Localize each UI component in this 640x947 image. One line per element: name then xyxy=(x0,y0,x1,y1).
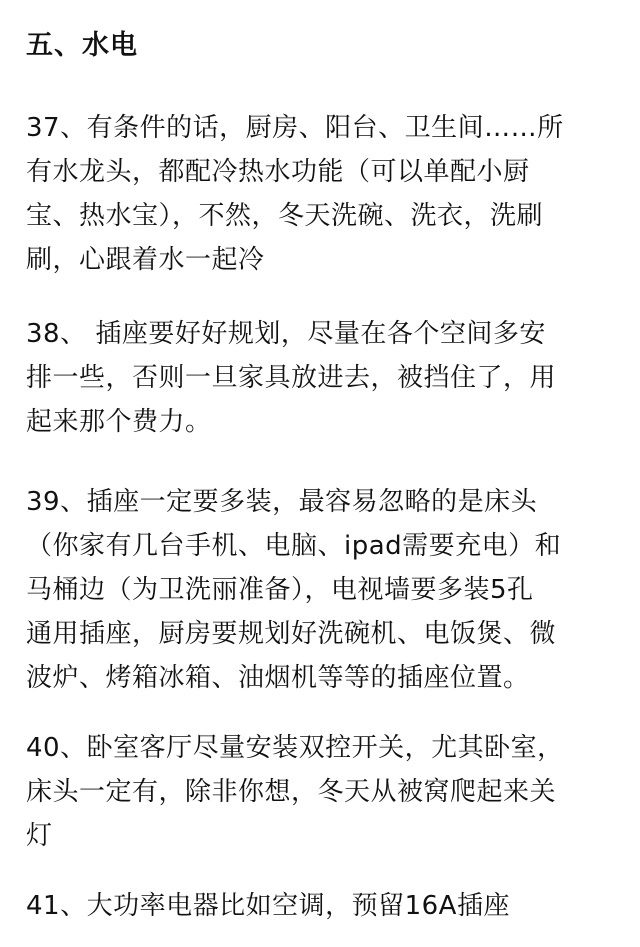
paragraph-line: 37、有条件的话，厨房、阳台、卫生间……所 xyxy=(26,113,564,143)
paragraph-line: 刷，心跟着水一起冷 xyxy=(26,245,265,275)
paragraph-line: 灯 xyxy=(26,821,53,851)
item-37-paragraph xyxy=(26,106,622,282)
section-title: 五、水电 xyxy=(26,30,138,61)
paragraph-line: 有水龙头，都配冷热水功能（可以单配小厨 xyxy=(26,157,530,187)
paragraph-line: 通用插座，厨房要规划好洗碗机、电饭煲、微 xyxy=(26,619,557,649)
paragraph-line: （你家有几台手机、电脑、ipad需要充电）和 xyxy=(26,531,562,561)
paragraph-line: 38、 插座要好好规划，尽量在各个空间多安 xyxy=(26,319,546,349)
paragraph-line: 宝、热水宝），不然，冬天洗碗、洗衣，洗刷 xyxy=(26,201,544,231)
item-38-paragraph xyxy=(26,312,622,444)
paragraph-line: 41、大功率电器比如空调，预留16A插座 xyxy=(26,891,510,921)
paragraph-line: 床头一定有，除非你想，冬天从被窝爬起来关 xyxy=(26,777,557,807)
paragraph-line: 马桶边（为卫洗丽准备），电视墙要多装5孔 xyxy=(26,575,534,605)
paragraph-line: 40、卧室客厅尽量安装双控开关，尤其卧室， xyxy=(26,733,564,763)
paragraph-line: 起来那个费力。 xyxy=(26,407,212,437)
item-39-paragraph xyxy=(26,480,622,700)
paragraph-line: 排一些，否则一旦家具放进去，被挡住了，用 xyxy=(26,363,557,393)
item-41-paragraph xyxy=(26,884,622,928)
paragraph-line: 39、插座一定要多装，最容易忽略的是床头 xyxy=(26,487,538,517)
item-40-paragraph xyxy=(26,726,622,858)
paragraph-line: 波炉、烤箱冰箱、油烟机等等的插座位置。 xyxy=(26,663,530,693)
